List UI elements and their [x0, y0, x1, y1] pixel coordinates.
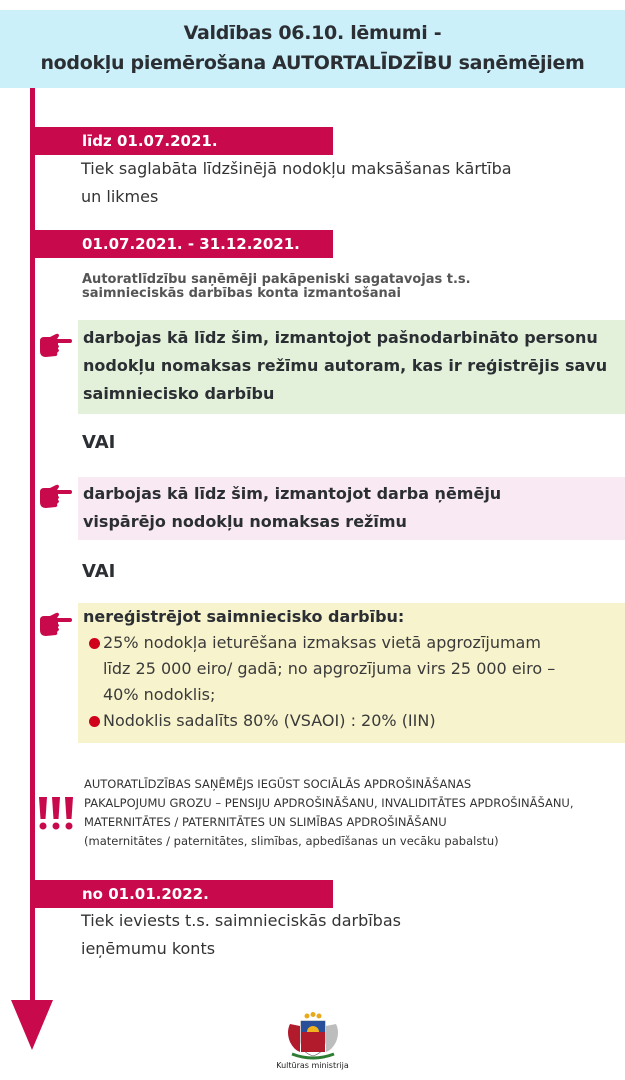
bullet1-line1: 25% nodokļa ieturēšana izmaksas vietā apgrozījumam	[103, 633, 541, 652]
or-separator-1: VAI	[82, 432, 116, 453]
pointing-hand-icon	[38, 612, 72, 638]
notice-line3: MATERNITĀTES / PATERNITĀTES UN SLIMĪBAS APDROŠINĀŠANU	[84, 815, 447, 829]
date-label-period2: 01.07.2021. - 31.12.2021.	[35, 230, 333, 258]
pointing-hand-icon	[38, 484, 72, 510]
date-label-period1: līdz 01.07.2021.	[35, 127, 333, 155]
option-box-employee	[78, 477, 625, 540]
or-separator-2: VAI	[82, 561, 116, 582]
timeline-line	[30, 88, 35, 1006]
notice-line2: PAKALPOJUMU GROZU – PENSIJU APDROŠINĀŠANU, INVALIDITĀTES APDROŠINĀŠANU,	[84, 796, 574, 810]
bullet-dot-icon	[89, 638, 100, 649]
date-label-period3: no 01.01.2022.	[35, 880, 333, 908]
option2-line2: vispārējo nodokļu nomaksas režīmu	[83, 512, 407, 531]
page-title-line1: Valdības 06.10. lēmumi -	[183, 22, 442, 44]
latvia-coat-of-arms-logo	[280, 1012, 346, 1062]
option2-line1: darbojas kā līdz šim, izmantojot darba ņēmēju	[83, 484, 502, 503]
option1-line2: nodokļu nomaksas režīmu autoram, kas ir reģistrējis savu	[83, 356, 608, 375]
notice-text	[84, 775, 624, 851]
period2-subtitle-line1: Autoratlīdzību saņēmēji pakāpeniski sagatavojas t.s.	[82, 272, 471, 287]
period2-subtitle-line2: saimnieciskās darbības konta izmantošanai	[82, 286, 401, 301]
option-box-self-employed	[78, 320, 625, 414]
bullet1-line2: līdz 25 000 eiro/ gadā; no apgrozījuma virs 25 000 eiro –	[103, 659, 556, 678]
period3-text-line2: ieņēmumu konts	[81, 939, 216, 958]
page-title-line2: nodokļu piemērošana AUTORTALĪDZĪBU saņēmējiem	[40, 52, 585, 74]
option1-line1: darbojas kā līdz šim, izmantojot pašnodarbināto personu	[83, 328, 598, 347]
bullet2-line1: Nodoklis sadalīts 80% (VSAOI) : 20% (IIN)	[103, 711, 436, 730]
notice-line4: (maternitātes / paternitātes, slimības, apbedīšanas un vecāku pabalstu)	[84, 834, 499, 848]
pointing-hand-icon	[38, 333, 72, 359]
bullet-item	[83, 630, 625, 708]
option-box-unregistered	[78, 603, 625, 743]
period3-text-line1: Tiek ieviests t.s. saimnieciskās darbības	[81, 911, 401, 930]
bullet-item	[83, 708, 625, 734]
triple-exclamation-icon	[38, 795, 74, 831]
ministry-caption: Kultūras ministrija	[276, 1061, 349, 1070]
bullet1-line3: 40% nodoklis;	[103, 685, 216, 704]
bullet-dot-icon	[89, 716, 100, 727]
option3-title: nereģistrējot saimniecisko darbību:	[83, 607, 405, 626]
period1-text-line2: un likmes	[81, 187, 159, 206]
header-banner	[0, 10, 625, 88]
notice-line1: AUTORATLĪDZĪBAS SAŅĒMĒJS IEGŪST SOCIĀLĀS APDROŠINĀŠANAS	[84, 777, 472, 791]
period1-text-line1: Tiek saglabāta līdzšinējā nodokļu maksāšanas kārtība	[81, 159, 512, 178]
timeline-arrow-down-icon	[11, 1000, 53, 1050]
option1-line3: saimniecisko darbību	[83, 384, 275, 403]
